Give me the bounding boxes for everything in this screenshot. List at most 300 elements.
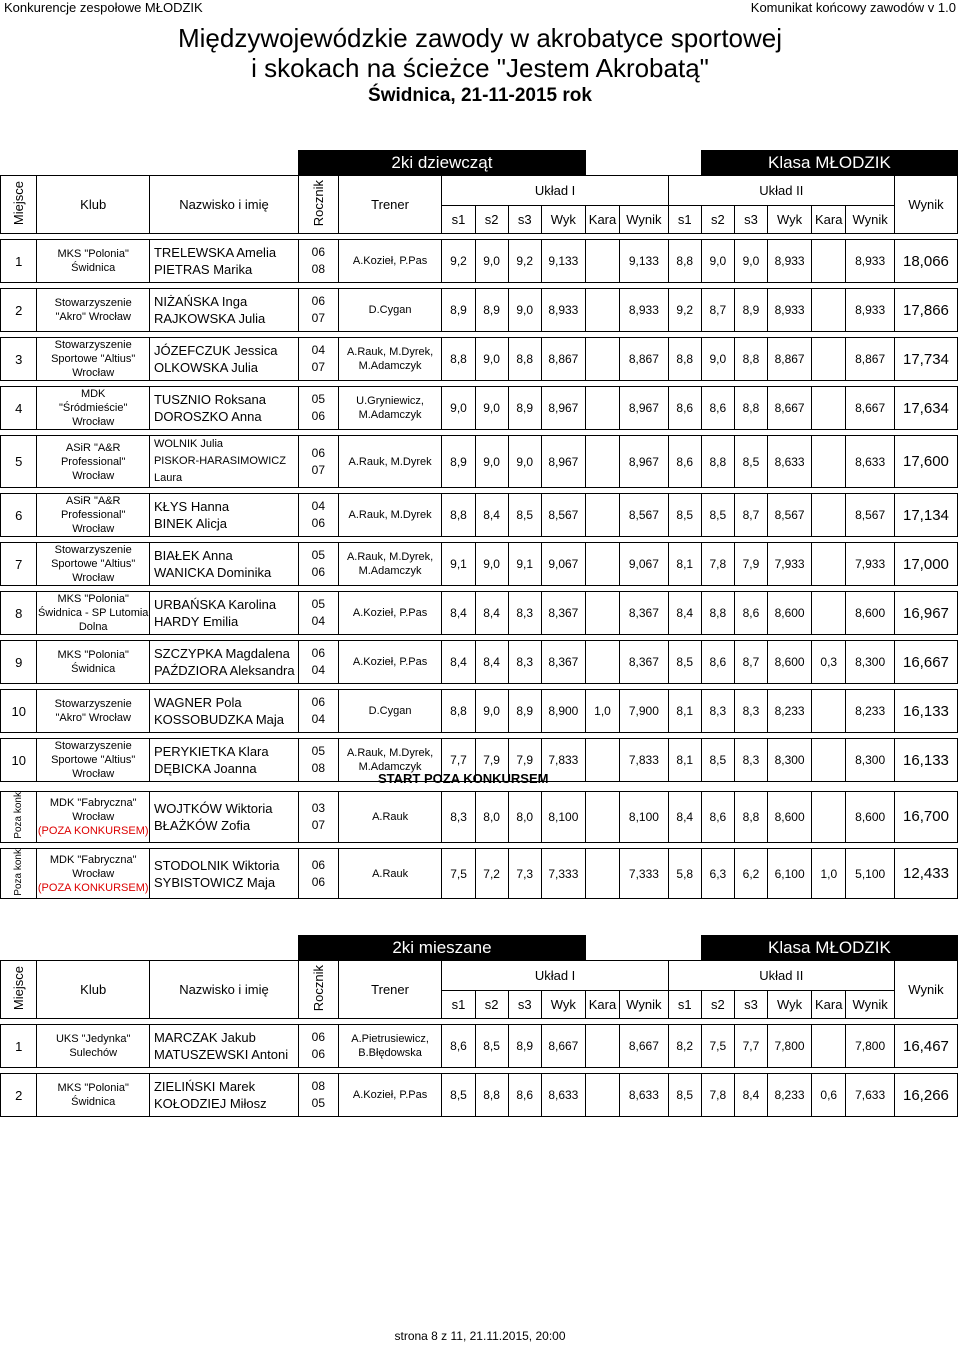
u1-score: 8,900 xyxy=(541,690,585,733)
line: JÓZEFCZUK Jessica xyxy=(153,343,278,358)
u1-score: 8,4 xyxy=(475,641,508,684)
u2-score: 8,600 xyxy=(768,592,812,635)
line: 05 xyxy=(311,548,326,562)
trainer xyxy=(338,641,442,684)
total-score: 18,066 xyxy=(894,240,957,283)
club-line: Wrocław xyxy=(72,867,115,880)
trainer xyxy=(338,1074,442,1117)
col-u1-2: s3 xyxy=(508,991,541,1019)
place: 4 xyxy=(1,387,37,430)
line: 07 xyxy=(311,360,326,374)
u2-score: 7,933 xyxy=(768,543,812,586)
u2-score: 9,0 xyxy=(701,240,734,283)
club xyxy=(37,792,150,843)
u1-score: 8,8 xyxy=(442,494,475,537)
u1-score: 8,367 xyxy=(620,592,669,635)
u1-score: 7,9 xyxy=(475,739,508,782)
u1-score: 7,833 xyxy=(541,739,585,782)
u1-score: 9,2 xyxy=(442,240,475,283)
club-line: Professional" xyxy=(60,455,126,468)
club xyxy=(37,494,150,537)
u1-score: 9,1 xyxy=(508,543,541,586)
start-poza-konkursem-label: START POZA KONKURSEM xyxy=(378,771,549,786)
u2-score xyxy=(812,436,846,488)
line: BIAŁEK Anna xyxy=(153,548,233,563)
club-line: Sportowe "Altius" xyxy=(51,754,136,766)
athletes xyxy=(149,641,298,684)
athletes xyxy=(150,792,299,843)
u1-score xyxy=(585,848,619,899)
club-line: Wrocław xyxy=(72,810,115,823)
u1-score xyxy=(585,543,619,586)
club xyxy=(37,848,150,899)
athletes xyxy=(149,494,298,537)
results-table-pk xyxy=(0,791,958,899)
u1-score: 9,0 xyxy=(475,436,508,488)
line: A.Rauk xyxy=(372,810,409,823)
u1-score xyxy=(585,494,619,537)
u1-score: 9,1 xyxy=(442,543,475,586)
club-line: ASiR "A&R xyxy=(65,495,121,507)
u2-score: 8,300 xyxy=(846,739,895,782)
u2-score: 8,8 xyxy=(734,387,767,430)
u2-score: 8,6 xyxy=(668,436,701,488)
page-title-line2: i skokach na ścieżce "Jestem Akrobatą" xyxy=(251,53,709,83)
col-u2-5: Wynik xyxy=(846,206,895,234)
u1-score: 9,0 xyxy=(475,690,508,733)
line: M.Adamczyk xyxy=(358,409,422,421)
line: A.Kozieł, P.Pas xyxy=(352,607,428,619)
club-line: "Akro" Wrocław xyxy=(55,311,131,323)
u1-score: 7,333 xyxy=(541,848,585,899)
u2-score: 9,2 xyxy=(668,289,701,332)
u2-score: 8,567 xyxy=(768,494,812,537)
u2-score: 8,567 xyxy=(846,494,895,537)
col-trener: Trener xyxy=(338,176,442,234)
line: D.Cygan xyxy=(368,304,412,316)
col-u1-2: s3 xyxy=(508,206,541,234)
u1-score: 8,6 xyxy=(508,1074,541,1117)
club-line: Stowarzyszenie xyxy=(54,544,132,556)
u1-score: 7,7 xyxy=(442,739,475,782)
u1-score: 9,0 xyxy=(475,338,508,381)
club-line: Wrocław xyxy=(72,523,115,535)
u1-score xyxy=(585,641,619,684)
u1-score: 8,667 xyxy=(541,1025,585,1068)
line: PISKOR-HARASIMOWICZ xyxy=(153,455,286,467)
u1-score: 8,3 xyxy=(442,792,475,843)
col-u2-0: s1 xyxy=(668,206,701,234)
col-wynik: Wynik xyxy=(894,961,957,1019)
u2-score: 0,3 xyxy=(812,641,846,684)
line: HARDY Emilia xyxy=(153,614,239,629)
line: 03 xyxy=(311,800,326,815)
u2-score: 7,7 xyxy=(734,1025,767,1068)
u1-score: 9,2 xyxy=(508,240,541,283)
result-row xyxy=(1,1025,958,1068)
athletes xyxy=(149,289,298,332)
line: 08 xyxy=(311,761,326,775)
birth-years xyxy=(298,1025,338,1068)
club-line: Świdnica xyxy=(71,663,116,675)
line: Laura xyxy=(153,472,183,484)
col-uklad2: Układ II xyxy=(668,961,894,991)
u1-score: 8,5 xyxy=(475,1025,508,1068)
line: B.Błędowska xyxy=(358,1047,422,1059)
col-nazwisko: Nazwisko i imię xyxy=(149,176,298,234)
u1-score: 9,067 xyxy=(620,543,669,586)
club-line: Świdnica - SP Lutomia xyxy=(37,607,149,619)
u2-score: 8,8 xyxy=(701,436,734,488)
line: ZIELIŃSKI Marek xyxy=(153,1079,256,1094)
u1-score xyxy=(585,338,619,381)
result-row xyxy=(1,240,958,283)
col-uklad1: Układ I xyxy=(442,176,668,206)
line: DĘBICKA Joanna xyxy=(153,761,257,776)
line: SYBISTOWICZ Maja xyxy=(154,874,276,890)
u2-score: 9,0 xyxy=(701,338,734,381)
place: 5 xyxy=(1,436,37,488)
u2-score: 8,233 xyxy=(846,690,895,733)
u1-score: 9,133 xyxy=(620,240,669,283)
line: PAŹDZIORA Aleksandra xyxy=(153,663,295,678)
u2-score: 7,9 xyxy=(734,543,767,586)
col-u2-0: s1 xyxy=(668,991,701,1019)
u1-score: 8,567 xyxy=(541,494,585,537)
u2-score: 8,933 xyxy=(846,240,895,283)
u2-score: 8,600 xyxy=(846,792,895,843)
u2-score: 6,100 xyxy=(768,848,812,899)
line: KOŁODZIEJ Miłosz xyxy=(153,1096,267,1111)
line: 04 xyxy=(311,614,326,628)
col-rocznik: Rocznik xyxy=(310,179,326,227)
u1-score: 8,4 xyxy=(442,592,475,635)
birth-years xyxy=(298,690,338,733)
club-line: Stowarzyszenie xyxy=(54,698,132,710)
u2-score: 8,3 xyxy=(734,739,767,782)
total-score: 16,700 xyxy=(894,792,957,843)
birth-years xyxy=(298,592,338,635)
line: TRELEWSKA Amelia xyxy=(153,245,277,260)
col-u1-4: Kara xyxy=(585,991,619,1019)
col-klub: Klub xyxy=(37,961,150,1019)
u2-score: 8,8 xyxy=(734,792,767,843)
athletes xyxy=(149,1074,298,1117)
u1-score: 8,567 xyxy=(620,494,669,537)
place: 9 xyxy=(1,641,37,684)
u2-score: 8,6 xyxy=(701,792,734,843)
birth-years xyxy=(298,739,338,782)
u1-score: 8,967 xyxy=(541,387,585,430)
birth-years xyxy=(298,641,338,684)
header-left: Konkurencje zespołowe MŁODZIK xyxy=(4,0,203,15)
line: M.Adamczyk xyxy=(358,565,422,577)
total-score: 16,133 xyxy=(894,690,957,733)
club-line: Wrocław xyxy=(72,572,115,584)
trainer xyxy=(338,338,442,381)
results-table-girls xyxy=(0,150,958,782)
u2-score: 8,233 xyxy=(768,690,812,733)
u1-score xyxy=(585,387,619,430)
club-line: MKS "Polonia" xyxy=(57,248,129,260)
total-score: 17,000 xyxy=(894,543,957,586)
u2-score: 8,3 xyxy=(734,690,767,733)
birth-years xyxy=(298,240,338,283)
u1-score: 7,833 xyxy=(620,739,669,782)
result-row xyxy=(1,1074,958,1117)
col-u2-2: s3 xyxy=(734,206,767,234)
trainer xyxy=(338,436,442,488)
u1-score: 8,8 xyxy=(475,1074,508,1117)
u2-score: 8,600 xyxy=(768,641,812,684)
results-table-mixed xyxy=(0,935,958,1117)
club-line: (POZA KONKURSEM) xyxy=(37,881,149,894)
place: 10 xyxy=(1,739,37,782)
result-row xyxy=(1,338,958,381)
u1-score: 8,367 xyxy=(620,641,669,684)
u2-score: 8,4 xyxy=(668,792,701,843)
club xyxy=(37,289,150,332)
line: 04 xyxy=(311,343,326,357)
club-line: Stowarzyszenie xyxy=(54,740,132,752)
col-miejsce: Miejsce xyxy=(11,180,27,226)
u1-score: 7,2 xyxy=(475,848,508,899)
place: 2 xyxy=(1,289,37,332)
u2-score: 8,667 xyxy=(846,387,895,430)
line: U.Gryniewicz, xyxy=(356,395,424,407)
u1-score: 8,933 xyxy=(541,289,585,332)
athletes xyxy=(149,739,298,782)
line: 07 xyxy=(311,462,326,477)
u2-score: 8,2 xyxy=(668,1025,701,1068)
total-score: 16,667 xyxy=(894,641,957,684)
trainer xyxy=(338,289,442,332)
u2-score: 8,667 xyxy=(768,387,812,430)
line: 08 xyxy=(311,262,326,276)
total-score: 12,433 xyxy=(894,848,957,899)
col-nazwisko: Nazwisko i imię xyxy=(149,961,298,1019)
result-row xyxy=(1,289,958,332)
line: WANICKA Dominika xyxy=(153,565,272,580)
u1-score: 8,0 xyxy=(475,792,508,843)
u2-score: 8,6 xyxy=(701,641,734,684)
line: STODOLNIK Wiktoria xyxy=(154,857,280,873)
line: KOSSOBUDZKA Maja xyxy=(153,712,285,727)
u2-score: 8,5 xyxy=(734,436,767,488)
club-line: Professional" xyxy=(60,509,126,521)
col-u2-4: Kara xyxy=(812,206,846,234)
club-line: Wrocław xyxy=(72,416,115,428)
line: 05 xyxy=(311,597,326,611)
u1-score xyxy=(585,1074,619,1117)
place: 10 xyxy=(1,690,37,733)
u2-score: 8,8 xyxy=(668,338,701,381)
line: 06 xyxy=(311,445,326,460)
birth-years xyxy=(298,494,338,537)
u2-score: 6,2 xyxy=(734,848,767,899)
col-u2-1: s2 xyxy=(701,991,734,1019)
athletes xyxy=(149,338,298,381)
u1-score: 8,0 xyxy=(508,792,541,843)
line: WAGNER Pola xyxy=(153,695,242,710)
place: Poza konk xyxy=(13,792,25,839)
athletes xyxy=(149,436,298,488)
total-score: 16,967 xyxy=(894,592,957,635)
u2-score: 8,600 xyxy=(846,592,895,635)
club xyxy=(37,543,150,586)
u2-score: 8,1 xyxy=(668,739,701,782)
u1-score: 9,0 xyxy=(475,543,508,586)
line: 05 xyxy=(311,744,326,758)
u1-score: 8,867 xyxy=(541,338,585,381)
line: 05 xyxy=(311,392,326,406)
line: A.Rauk, M.Dyrek, xyxy=(346,346,434,358)
u2-score xyxy=(812,690,846,733)
u2-score xyxy=(812,592,846,635)
result-row xyxy=(1,641,958,684)
u1-score: 8,367 xyxy=(541,592,585,635)
birth-years xyxy=(298,338,338,381)
u2-score: 8,300 xyxy=(768,739,812,782)
place: 2 xyxy=(1,1074,37,1117)
trainer xyxy=(338,592,442,635)
line: 07 xyxy=(311,311,326,325)
trainer xyxy=(338,1025,442,1068)
line: 06 xyxy=(311,695,326,709)
result-row xyxy=(1,436,958,488)
club-line: Stowarzyszenie xyxy=(54,297,132,309)
line: RAJKOWSKA Julia xyxy=(153,311,266,326)
u2-score: 8,8 xyxy=(734,338,767,381)
club-line: MKS "Polonia" xyxy=(57,649,129,661)
u2-score: 5,100 xyxy=(846,848,895,899)
u1-score: 1,0 xyxy=(585,690,619,733)
u2-score: 8,6 xyxy=(668,387,701,430)
club xyxy=(37,436,150,488)
club xyxy=(37,739,150,782)
line: NIŻAŃSKA Inga xyxy=(153,294,248,309)
col-u1-5: Wynik xyxy=(620,991,669,1019)
birth-years xyxy=(299,792,339,843)
total-score: 16,133 xyxy=(894,739,957,782)
line: 06 xyxy=(311,1047,326,1061)
u2-score: 8,933 xyxy=(768,240,812,283)
line: M.Adamczyk xyxy=(358,761,422,773)
page-subtitle: Świdnica, 21-11-2015 rok xyxy=(368,85,592,106)
u2-score: 8,1 xyxy=(668,543,701,586)
u1-score: 8,633 xyxy=(620,1074,669,1117)
line: 06 xyxy=(311,409,326,423)
u1-score: 8,3 xyxy=(508,641,541,684)
athletes xyxy=(149,240,298,283)
line: 04 xyxy=(311,499,326,513)
u2-score: 8,9 xyxy=(734,289,767,332)
page-title-line1: Międzywojewódzkie zawody w akrobatyce sportowej xyxy=(177,23,783,53)
line: A.Rauk, M.Dyrek xyxy=(348,509,432,521)
line: 05 xyxy=(311,1096,326,1110)
u1-score xyxy=(585,739,619,782)
club xyxy=(37,641,150,684)
birth-years xyxy=(298,387,338,430)
line: 08 xyxy=(311,1079,326,1093)
u2-score: 8,933 xyxy=(768,289,812,332)
u1-score: 8,4 xyxy=(475,494,508,537)
line: A.Kozieł, P.Pas xyxy=(352,656,428,668)
athletes xyxy=(149,592,298,635)
trainer xyxy=(338,494,442,537)
club-line: MKS "Polonia" xyxy=(57,593,129,605)
line: SZCZYPKA Magdalena xyxy=(153,646,290,661)
birth-years xyxy=(298,289,338,332)
u2-score: 8,3 xyxy=(701,690,734,733)
u1-score: 7,9 xyxy=(508,739,541,782)
u1-score: 8,5 xyxy=(442,1074,475,1117)
col-uklad1: Układ I xyxy=(442,961,668,991)
u1-score: 8,967 xyxy=(620,387,669,430)
line: MATUSZEWSKI Antoni xyxy=(153,1047,289,1062)
place: 1 xyxy=(1,1025,37,1068)
place: 3 xyxy=(1,338,37,381)
line: WOLNIK Julia xyxy=(153,438,224,450)
u1-score: 8,8 xyxy=(442,690,475,733)
u1-score: 9,0 xyxy=(508,436,541,488)
u1-score: 9,067 xyxy=(541,543,585,586)
u2-score: 8,7 xyxy=(734,494,767,537)
club xyxy=(37,690,150,733)
total-score: 16,266 xyxy=(894,1074,957,1117)
u2-score: 8,5 xyxy=(668,494,701,537)
line: WOJTKÓW Wiktoria xyxy=(154,800,273,816)
u2-score: 8,933 xyxy=(846,289,895,332)
athletes xyxy=(149,690,298,733)
line: 07 xyxy=(311,817,326,832)
u1-score: 8,867 xyxy=(620,338,669,381)
line: OLKOWSKA Julia xyxy=(153,360,259,375)
u2-score: 8,5 xyxy=(668,1074,701,1117)
u1-score: 9,0 xyxy=(475,387,508,430)
result-row xyxy=(1,494,958,537)
u1-score: 8,367 xyxy=(541,641,585,684)
u1-score: 8,8 xyxy=(508,338,541,381)
u1-score xyxy=(585,1025,619,1068)
club-line: Świdnica xyxy=(71,1096,116,1108)
birth-years xyxy=(298,436,338,488)
col-u2-3: Wyk xyxy=(768,991,812,1019)
u1-score: 8,3 xyxy=(508,592,541,635)
club xyxy=(37,1025,150,1068)
u1-score: 9,133 xyxy=(541,240,585,283)
u2-score xyxy=(812,240,846,283)
line: 04 xyxy=(311,712,326,726)
total-score: 17,134 xyxy=(894,494,957,537)
u1-score: 8,100 xyxy=(620,792,669,843)
col-u1-1: s2 xyxy=(475,991,508,1019)
u2-score: 8,8 xyxy=(668,240,701,283)
club xyxy=(37,1074,150,1117)
u1-score: 8,8 xyxy=(442,338,475,381)
u1-score: 8,9 xyxy=(508,1025,541,1068)
u1-score: 8,9 xyxy=(442,289,475,332)
u1-score: 8,4 xyxy=(442,641,475,684)
line: DOROSZKO Anna xyxy=(153,409,262,424)
club xyxy=(37,387,150,430)
line: A.Kozieł, P.Pas xyxy=(352,1089,428,1101)
athletes xyxy=(149,1025,298,1068)
col-u1-1: s2 xyxy=(475,206,508,234)
place: 1 xyxy=(1,240,37,283)
club-line: Dolna xyxy=(78,621,108,633)
header-right: Komunikat końcowy zawodów v 1.0 xyxy=(750,0,956,15)
